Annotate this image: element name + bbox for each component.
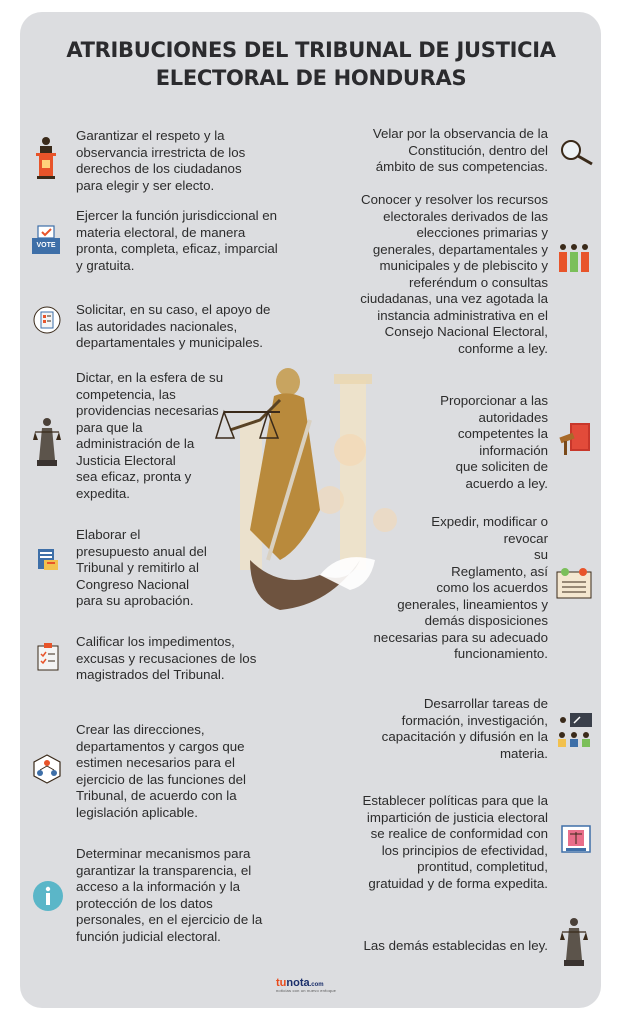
page-title-line-1: ATRIBUCIONES DEL TRIBUNAL DE JUSTICIA (66, 38, 556, 62)
right-item-3: Proporcionar a las autoridades competentes la información que soliciten de acuerdo a ley. (440, 393, 548, 491)
right-item-1: Velar por la observancia de la Constitución, dentro del ámbito de sus competencias. (372, 126, 548, 174)
training-presentation-icon (556, 712, 594, 748)
page-title-line-2: ELECTORAL DE HONDURAS (155, 66, 467, 90)
lady-justice-icon (560, 916, 588, 968)
left-item-5: Elaborar el presupuesto anual del Tribunal y remitirlo al Congreso Nacional para su aprobación. (76, 527, 207, 608)
info-icon (32, 880, 64, 912)
left-item-1: Garantizar el respeto y la observancia irrestricta de los derechos de los ciudadanos para elegir y ser electo. (76, 128, 246, 193)
right-item-6: Establecer políticas para que la impartición de justicia electoral se realice de conformidad con los principios de efectividad, prontitud, completitud, gratuidad y de forma expedita. (362, 793, 548, 891)
right-item-4: Expedir, modificar o revocar su Reglamento, así como los acuerdos generales, lineamientos y demás disposiciones necesarias para su adecuado funcionamiento. (373, 514, 548, 661)
tunota-logo: tunota.com noticias con un nuevo enfoque (276, 977, 337, 993)
vote-label: VOTE (36, 242, 56, 249)
regulation-document-icon (556, 568, 592, 600)
left-item-3: Solicitar, en su caso, el apoyo de las autoridades nacionales, departamentales y municipales. (76, 302, 271, 350)
justice-scale-book-icon (558, 822, 594, 856)
left-item-2: Ejercer la función jurisdiccional en materia electoral, de manera pronta, completa, eficaz, imparcial y gratuita. (76, 208, 278, 273)
lady-justice-icon (33, 416, 61, 468)
left-item-8: Determinar mecanismos para garantizar la transparencia, el acceso a la información y la protección de los datos personales, en el ejercicio de la función judicial electoral. (76, 846, 263, 944)
logo-tagline: noticias con un nuevo enfoque (276, 988, 337, 993)
left-item-7: Crear las direcciones, departamentos y cargos que estimen necesarios para el ejercicio de las funciones del Tribunal, de acuerdo con la legislación aplicable. (76, 722, 247, 820)
organization-people-icon (32, 754, 62, 784)
podium-speaker-icon (33, 136, 59, 182)
people-podium-icon (556, 242, 592, 274)
gavel-book-icon (558, 421, 592, 457)
magnifier-icon (558, 138, 596, 166)
left-item-4: Dictar, en la esfera de su competencia, las providencias necesarias para que la administración de la Justicia Electoral sea eficaz, pronta y expedita. (76, 370, 224, 501)
right-item-5: Desarrollar tareas de formación, investigación, capacitación y difusión en la materia. (381, 696, 548, 761)
budget-document-icon (36, 548, 60, 572)
left-item-6: Calificar los impedimentos, excusas y recusaciones de los magistrados del Tribunal. (76, 634, 257, 682)
right-item-2: Conocer y resolver los recursos electorales derivados de las elecciones primarias y generales, departamentales y municipales y de plebiscito y referéndum o consultas ciudadanas, una vez agotada la instancia administrativa en el Consejo Nacional Electoral, conforme a ley. (360, 192, 548, 356)
checklist-icon (36, 643, 60, 671)
right-item-7: Las demás establecidas en ley. (363, 938, 548, 953)
checklist-clipboard-icon (33, 306, 61, 334)
vote-box-icon (30, 224, 62, 256)
